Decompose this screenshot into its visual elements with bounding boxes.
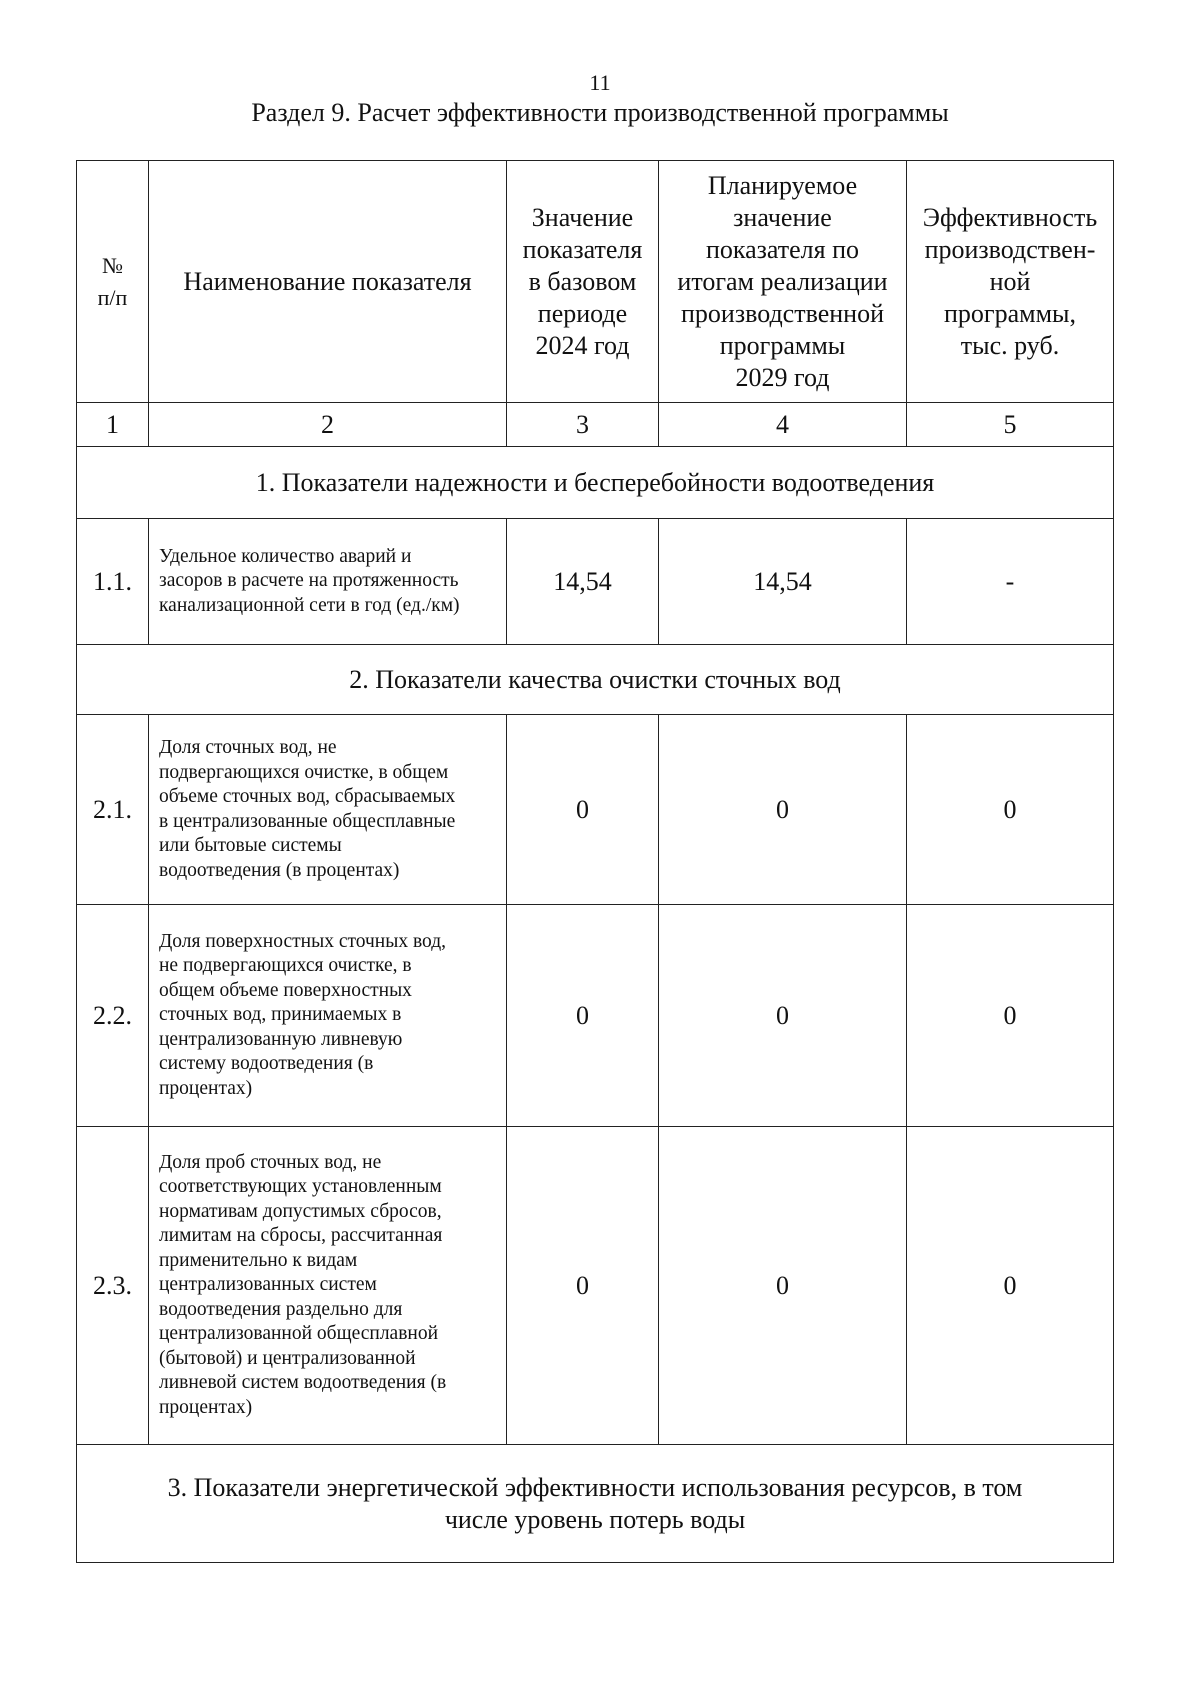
header-line: 2029 год bbox=[735, 362, 830, 392]
group-title bbox=[77, 1445, 1114, 1563]
description-line: централизованную ливневую bbox=[159, 1028, 403, 1050]
description-line: не подвергающихся очистке, в bbox=[159, 955, 412, 977]
description-line: водоотведения раздельно для bbox=[159, 1298, 403, 1320]
description-line: (бытовой) и централизованной bbox=[159, 1347, 416, 1369]
description-line: применительно к видам bbox=[159, 1249, 358, 1271]
description-line: Удельное количество аварий и bbox=[159, 545, 412, 567]
description-line: ливневой систем водоотведения (в bbox=[159, 1372, 447, 1394]
efficiency-table bbox=[76, 160, 1114, 1563]
header-line: итогам реализации bbox=[677, 266, 888, 296]
page-number: 11 bbox=[589, 70, 611, 95]
header-efficiency bbox=[907, 161, 1114, 403]
description-line: или бытовые системы bbox=[159, 835, 342, 856]
header-line: тыс. руб. bbox=[960, 330, 1060, 360]
group-row bbox=[77, 447, 1114, 519]
table-header-row bbox=[77, 161, 1114, 403]
description-line: в централизованные общесплавные bbox=[159, 810, 456, 832]
indicator-description bbox=[149, 519, 507, 645]
description-line: централизованных систем bbox=[159, 1274, 377, 1296]
description-line: нормативам допустимых сбросов, bbox=[159, 1200, 442, 1222]
description-line: Доля поверхностных сточных вод, bbox=[159, 930, 447, 952]
efficiency-value: - bbox=[907, 519, 1114, 645]
header-base-value bbox=[507, 161, 659, 403]
description-line: общем объеме поверхностных bbox=[159, 979, 412, 1001]
description-line: объеме сточных вод, сбрасываемых bbox=[159, 786, 456, 807]
planned-value: 14,54 bbox=[659, 519, 907, 645]
description-line: Доля проб сточных вод, не bbox=[159, 1151, 382, 1173]
header-line: производствен- bbox=[924, 234, 1096, 264]
column-number: 4 bbox=[659, 403, 907, 447]
description-line: систему водоотведения (в bbox=[159, 1053, 374, 1075]
table-row bbox=[77, 1127, 1114, 1445]
indicator-description bbox=[149, 905, 507, 1127]
description-line: централизованной общесплавной bbox=[159, 1323, 439, 1345]
base-value: 14,54 bbox=[507, 519, 659, 645]
description-line: водоотведения (в процентах) bbox=[159, 859, 400, 881]
header-line: программы, bbox=[944, 298, 1076, 328]
description-line: процентах) bbox=[159, 1077, 253, 1099]
base-value: 0 bbox=[507, 905, 659, 1127]
group-title: 2. Показатели качества очистки сточных вод bbox=[77, 645, 1114, 715]
group-title-line: числе уровень потерь воды bbox=[444, 1504, 746, 1534]
table-row bbox=[77, 905, 1114, 1127]
header-line: 2024 год bbox=[535, 330, 630, 360]
table-row bbox=[77, 519, 1114, 645]
description-line: соответствующих установленным bbox=[159, 1176, 442, 1198]
column-number: 3 bbox=[507, 403, 659, 447]
base-value: 0 bbox=[507, 715, 659, 905]
column-number-row bbox=[77, 403, 1114, 447]
header-line: показателя bbox=[522, 234, 643, 264]
header-line: Значение bbox=[531, 202, 634, 232]
efficiency-value: 0 bbox=[907, 905, 1114, 1127]
description-line: засоров в расчете на протяженность bbox=[159, 570, 459, 592]
section-title: Раздел 9. Расчет эффективности производственной программы bbox=[251, 98, 949, 127]
indicator-description bbox=[149, 1127, 507, 1445]
header-number bbox=[77, 161, 149, 403]
header-line: периоде bbox=[537, 298, 628, 328]
header-line: ной bbox=[989, 266, 1031, 296]
header-planned-value bbox=[659, 161, 907, 403]
group-row bbox=[77, 645, 1114, 715]
header-line: показателя по bbox=[705, 234, 860, 264]
indicator-description bbox=[149, 715, 507, 905]
header-number-sign: № bbox=[102, 252, 123, 278]
column-number: 1 bbox=[77, 403, 149, 447]
header-line: в базовом bbox=[528, 266, 637, 296]
group-row bbox=[77, 1445, 1114, 1563]
efficiency-value: 0 bbox=[907, 715, 1114, 905]
group-title-line: 3. Показатели энергетической эффективности использования ресурсов, в том bbox=[167, 1472, 1023, 1502]
description-line: подвергающихся очистке, в общем bbox=[159, 761, 449, 783]
efficiency-value: 0 bbox=[907, 1127, 1114, 1445]
description-line: сточных вод, принимаемых в bbox=[159, 1004, 402, 1026]
column-number: 2 bbox=[149, 403, 507, 447]
description-line: процентах) bbox=[159, 1396, 253, 1418]
header-line: значение bbox=[733, 202, 832, 232]
column-number: 5 bbox=[907, 403, 1114, 447]
base-value: 0 bbox=[507, 1127, 659, 1445]
planned-value: 0 bbox=[659, 905, 907, 1127]
description-line: Доля сточных вод, не bbox=[159, 737, 337, 758]
row-number: 2.2. bbox=[77, 905, 149, 1127]
header-line: Эффективность bbox=[922, 202, 1098, 232]
description-line: канализационной сети в год (ед./км) bbox=[159, 594, 460, 616]
header-line: производственной bbox=[681, 298, 884, 328]
planned-value: 0 bbox=[659, 1127, 907, 1445]
planned-value: 0 bbox=[659, 715, 907, 905]
table-row bbox=[77, 715, 1114, 905]
row-number: 1.1. bbox=[77, 519, 149, 645]
header-indicator-name: Наименование показателя bbox=[149, 161, 507, 403]
row-number: 2.1. bbox=[77, 715, 149, 905]
description-line: лимитам на сбросы, рассчитанная bbox=[159, 1225, 443, 1247]
header-number-abbr: п/п bbox=[97, 284, 128, 310]
row-number: 2.3. bbox=[77, 1127, 149, 1445]
header-line: Планируемое bbox=[707, 170, 858, 200]
group-title: 1. Показатели надежности и бесперебойности водоотведения bbox=[77, 447, 1114, 519]
header-line: программы bbox=[719, 330, 846, 360]
